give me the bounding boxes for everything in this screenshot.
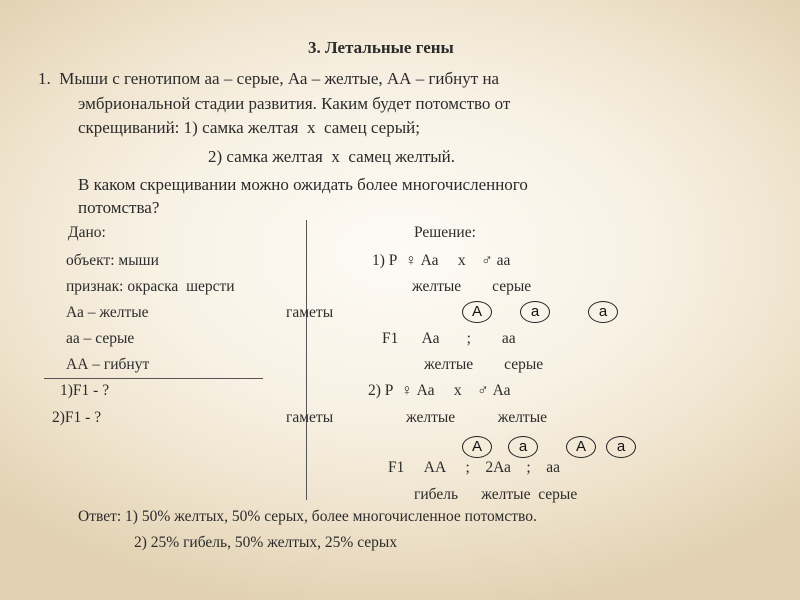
gamete-circle: а xyxy=(588,301,618,323)
cross2-parent-phenotypes: желтые желтые xyxy=(406,409,547,426)
slide-title: 3. Летальные гены xyxy=(308,38,454,57)
cross2-gametes-label: гаметы xyxy=(286,409,334,426)
question-2: 2)F1 - ? xyxy=(52,409,102,426)
gamete-circle: а xyxy=(606,436,636,458)
problem-line-4: 2) самка желтая х самец желтый. xyxy=(208,147,456,166)
column-divider xyxy=(306,220,307,500)
given-underline xyxy=(44,378,263,379)
cross1-f1-phenotypes: желтые серые xyxy=(424,356,544,373)
cross1-f1: F1 Аа ; аа xyxy=(382,330,516,347)
problem-line-5: В каком скрещивании можно ожидать более многочисленного xyxy=(78,175,528,194)
problem-line-2: эмбриональной стадии развития. Каким будет потомство от xyxy=(78,94,511,113)
problem-line-3: скрещиваний: 1) самка желтая х самец серый; xyxy=(78,118,420,137)
cross2-parents: 2) Р ♀ Аа х ♂ Аа xyxy=(368,382,511,399)
gamete-circle: А xyxy=(462,301,492,323)
answer-line-2: 2) 25% гибель, 50% желтых, 25% серых xyxy=(134,534,398,551)
problem-line-6: потомства? xyxy=(78,198,160,217)
solution-header: Решение: xyxy=(414,224,476,241)
gamete-circle: А xyxy=(566,436,596,458)
given-gray-genotype: аа – серые xyxy=(66,330,135,347)
answer-line-1: Ответ: 1) 50% желтых, 50% серых, более многочисленное потомство. xyxy=(78,508,537,525)
question-1: 1)F1 - ? xyxy=(60,382,110,399)
gamete-circle: а xyxy=(508,436,538,458)
gamete-circle: А xyxy=(462,436,492,458)
given-header: Дано: xyxy=(68,224,106,241)
cross1-gametes-label: гаметы xyxy=(286,304,334,321)
problem-line-1: 1. Мыши с генотипом аа – серые, Аа – желтые, АА – гибнут на xyxy=(38,69,500,88)
given-lethal-genotype: АА – гибнут xyxy=(66,356,150,373)
given-trait: признак: окраска шерсти xyxy=(66,278,235,295)
gamete-circle: а xyxy=(520,301,550,323)
cross2-f1-phenotypes: гибель желтые серые xyxy=(414,486,578,503)
given-yellow-genotype: Аа – желтые xyxy=(66,304,149,321)
cross1-parent-phenotypes: желтые серые xyxy=(412,278,532,295)
cross1-parents: 1) Р ♀ Аа х ♂ аа xyxy=(372,252,511,269)
cross2-f1: F1 АА ; 2Аа ; аа xyxy=(388,459,560,476)
given-object: объект: мыши xyxy=(66,252,159,269)
